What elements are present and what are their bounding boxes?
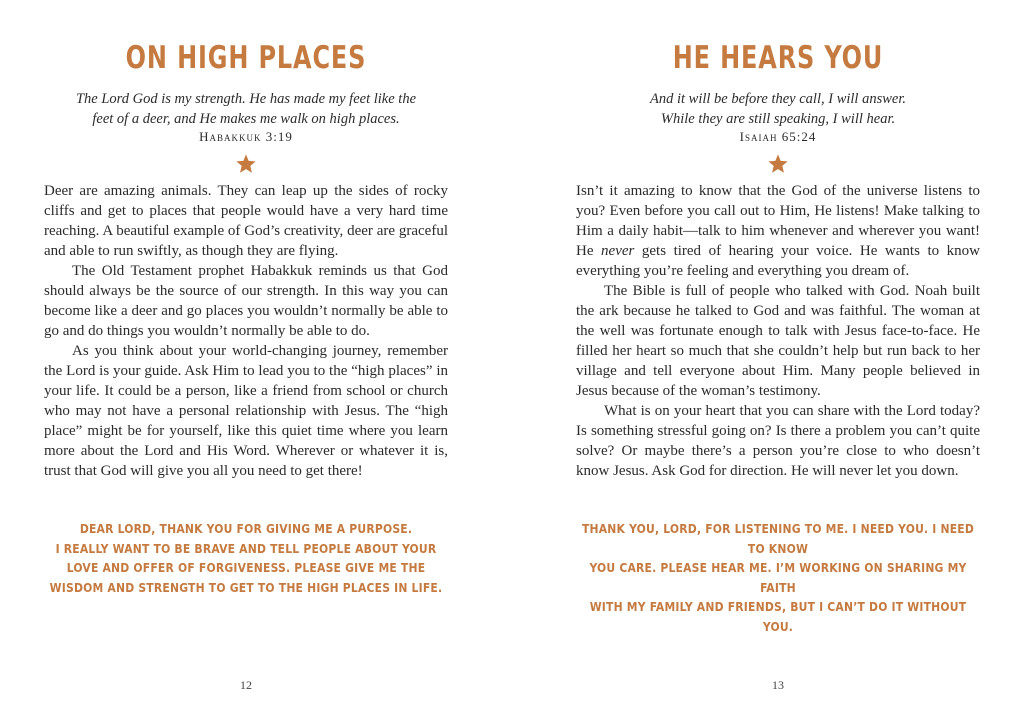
prayer-line: LOVE AND OFFER OF FORGIVENESS. PLEASE GIVE ME THE [66, 561, 426, 575]
star-icon [235, 153, 257, 175]
body-paragraph: The Bible is full of people who talked with God. Noah built the ark because he talked to God and was faithful. The woman at the well was fortunate enough to talk with Jesus face-to-face. He filled her heart so much that she couldn’t help but run back to her village and tell everyone about Him. Many people believed in Jesus because of the woman’s testimony. [576, 283, 980, 399]
page-title: HE HEARS YOU [672, 40, 884, 76]
verse-line: While they are still speaking, I will hear. [660, 111, 896, 127]
verse-reference: Habakkuk 3:19 [199, 129, 293, 144]
prayer-line: THANK YOU, LORD, FOR LISTENING TO ME. I NEED YOU. I NEED TO KNOW [581, 522, 975, 556]
verse-line: The Lord God is my strength. He has made my feet like the [75, 91, 417, 107]
prayer-line: I REALLY WANT TO BE BRAVE AND TELL PEOPLE ABOUT YOUR [55, 541, 437, 556]
star-icon [767, 153, 789, 175]
verse-line: And it will be before they call, I will answer. [649, 91, 906, 107]
body-paragraph: As you think about your world-changing journey, remember the Lord is your guide. Ask Him to lead you to the “high places” in your life. It could be a person, like a friend from school or church who may not have a personal relationship with Jesus. The “high place” might be for yourself, like this quiet time where you learn more about the Lord and His Word. Wherever or whatever it is, trust that God will give you all you need to get there! [44, 343, 448, 479]
devotional-body [44, 181, 448, 481]
prayer-line: DEAR LORD, THANK YOU FOR GIVING ME A PURPOSE. [79, 522, 413, 536]
page-number: 12 [240, 678, 252, 692]
body-paragraph: Deer are amazing animals. They can leap up the sides of rocky cliffs and get to places that people would have a very hard time reaching. A beautiful example of God’s creativity, deer are graceful and able to run swiftly, as though they are flying. [44, 183, 448, 259]
prayer [44, 520, 448, 598]
page-title: ON HIGH PLACES [125, 40, 367, 76]
right-page [576, 0, 980, 717]
prayer-line: WISDOM AND STRENGTH TO GET TO THE HIGH PLACES IN LIFE. [49, 580, 443, 595]
body-paragraph: The Old Testament prophet Habakkuk reminds us that God should always be the source of our strength. In this way you can become like a deer and go places you wouldn’t normally be able to go and do things you wouldn’t normally be able to do. [44, 263, 448, 339]
prayer [576, 520, 980, 637]
body-paragraph: What is on your heart that you can share with the Lord today? Is something stressful going on? Is there a problem you can’t quite solve? Or maybe there’s a person you’re close to who doesn’t know Jesus. Ask God for direction. He will never let you down. [576, 403, 980, 479]
page-number: 13 [772, 678, 784, 692]
scripture-verse [44, 89, 448, 129]
devotional-body [576, 181, 980, 481]
prayer-line: WITH MY FAMILY AND FRIENDS, BUT I CAN’T DO IT WITHOUT YOU. [589, 600, 967, 634]
verse-line: feet of a deer, and He makes me walk on high places. [92, 111, 400, 127]
prayer-line: YOU CARE. PLEASE HEAR ME. I’M WORKING ON SHARING MY FAITH [589, 561, 967, 595]
verse-reference: Isaiah 65:24 [739, 129, 817, 144]
scripture-verse [576, 89, 980, 129]
body-paragraph: Isn’t it amazing to know that the God of the universe listens to you? Even before you call out to Him, He listens! Make talking to Him a daily habit—talk to him whenever and wherever you want! He never gets tired of hearing your voice. He wants to know everything you’re feeling and everything you dream of. [576, 183, 980, 279]
left-page [44, 0, 448, 717]
